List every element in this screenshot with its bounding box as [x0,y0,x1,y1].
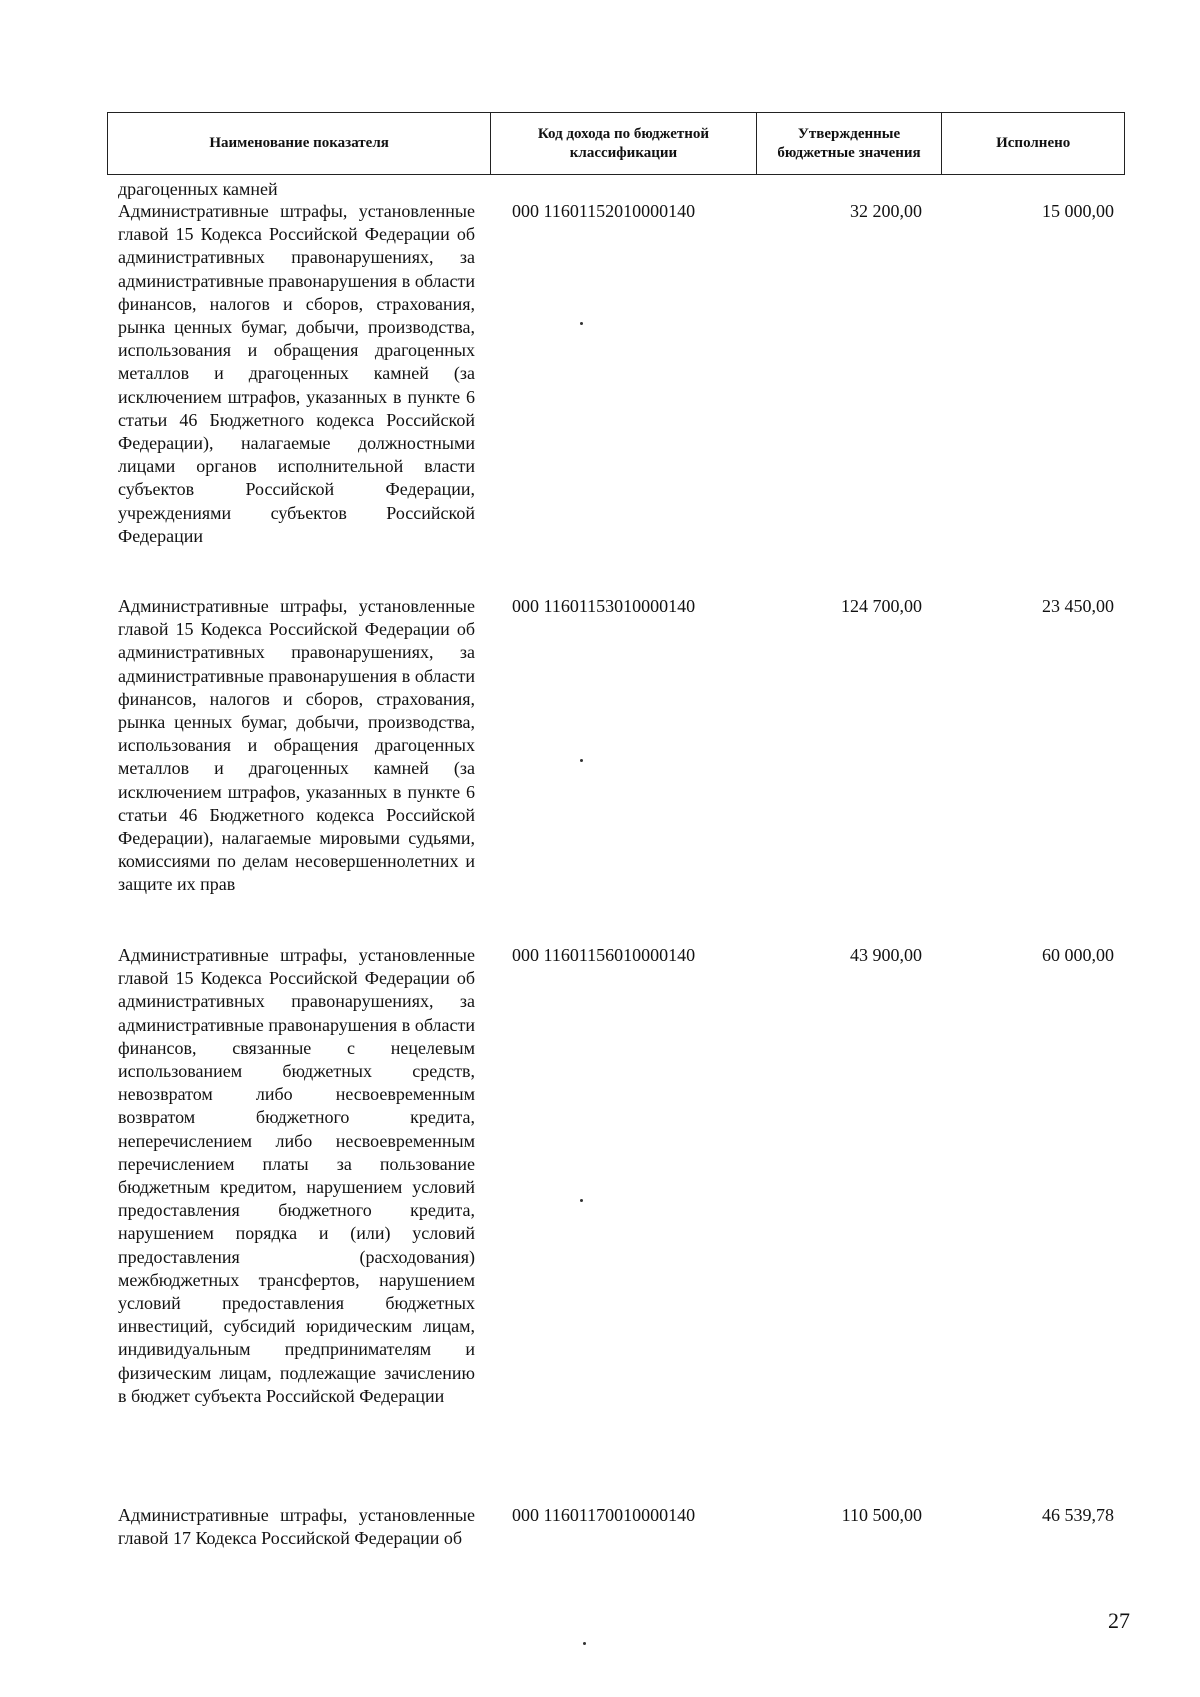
row-2-executed: 23 450,00 [1042,596,1114,616]
row-4-name: Административные штрафы, установленные главой 17 Кодекса Российской Федерации об [118,1505,475,1549]
row-1-executed: 15 000,00 [1042,201,1114,221]
page-number: 27 [1108,1608,1130,1633]
row-1-name: Административные штрафы, установленные главой 15 Кодекса Российской Федерации об административных правонарушениях, за административные правонарушения в области финансов, налогов и сборов, страхования, рынка ценных бумаг, добычи, производства, использования и обращения драгоценных металлов и драгоценных камней (за исключением штрафов, указанных в пункте 6 статьи 46 Бюджетного кодекса Российской Федерации), налагаемые должностными лицами органов исполнительной власти субъектов Российской Федерации, учреждениями субъектов Российской Федерации [118,201,475,546]
table-header [107,112,1125,175]
scan-speck [580,322,583,325]
row-3-executed: 60 000,00 [1042,945,1114,965]
continuation-text: драгоценных камней [118,179,278,199]
row-4-code: 000 11601170010000140 [512,1505,696,1525]
row-4-approved: 110 500,00 [841,1505,922,1525]
header-code: Код дохода по бюджетной классификации [491,113,756,174]
row-2-code: 000 11601153010000140 [512,596,696,616]
header-approved: Утвержденные бюджетные значения [757,113,943,174]
header-executed: Исполнено [996,135,1071,151]
row-1-approved: 32 200,00 [850,201,922,221]
scan-speck [580,759,583,762]
header-name: Наименование показателя [108,113,491,174]
row-4-executed: 46 539,78 [1042,1505,1114,1525]
scan-speck [583,1642,586,1645]
row-3-code: 000 11601156010000140 [512,945,696,965]
scan-speck [580,1199,583,1202]
row-2-name: Административные штрафы, установленные главой 15 Кодекса Российской Федерации об административных правонарушениях, за административные правонарушения в области финансов, налогов и сборов, страхования, рынка ценных бумаг, добычи, производства, использования и обращения драгоценных металлов и драгоценных камней (за исключением штрафов, указанных в пункте 6 статьи 46 Бюджетного кодекса Российской Федерации), налагаемые мировыми судьями, комиссиями по делам несовершеннолетних и защите их прав [118,596,475,895]
row-1-code: 000 11601152010000140 [512,201,696,221]
row-3-name: Административные штрафы, установленные главой 15 Кодекса Российской Федерации об административных правонарушениях, за административные правонарушения в области финансов, связанные с нецелевым использованием бюджетных средств, невозвратом либо несвоевременным возвратом бюджетного кредита, неперечислением либо несвоевременным перечислением платы за пользование бюджетным кредитом, нарушением условий предоставления бюджетного кредита, нарушением порядка и (или) условий предоставления (расходования) межбюджетных трансфертов, нарушением условий предоставления бюджетных инвестиций, субсидий юридическим лицам, индивидуальным предпринимателям и физическим лицам, подлежащие зачислению в бюджет субъекта Российской Федерации [118,945,475,1406]
row-3-approved: 43 900,00 [850,945,922,965]
row-2-approved: 124 700,00 [841,596,922,616]
